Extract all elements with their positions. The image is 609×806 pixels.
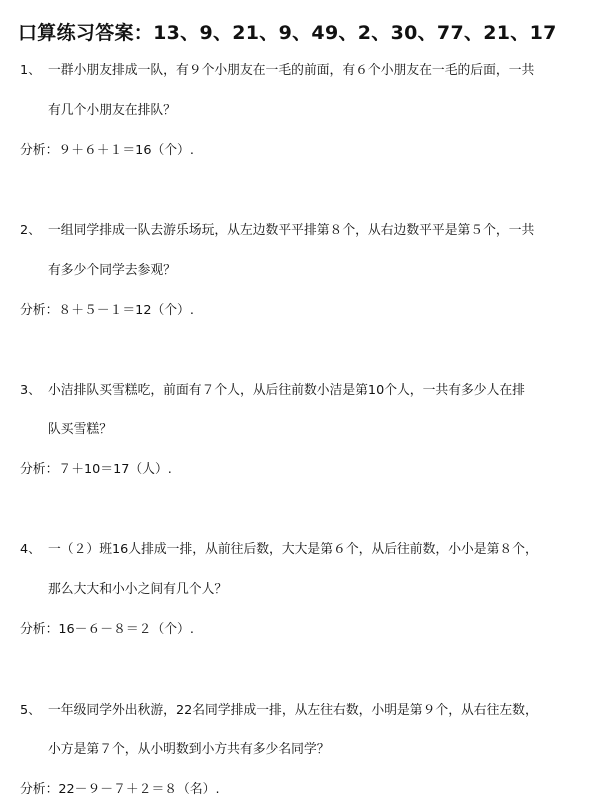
problem-2-number: 2、	[20, 223, 41, 238]
problem-1-number: 1、	[20, 63, 41, 78]
problem-4-line-2: 那么大大和小小之间有几个人？	[48, 582, 228, 597]
problem-1-line-2: 有几个小朋友在排队？	[48, 103, 176, 118]
problem-3-text: 小洁排队买雪糕吃，前面有７个人，从后往前数小洁是第10个人，一共有多少人在排	[48, 383, 525, 398]
problem-4-text: 一（２）班16人排成一排，从前往后数，大大是第６个，从后往前数，小小是第８个，	[48, 542, 538, 557]
problem-5-line-2: 小方是第７个，从小明数到小方共有多少名同学？	[48, 742, 330, 757]
problem-2-line-2: 有多少个同学去参观？	[48, 263, 176, 278]
problem-5-analysis: 分析：22－９－７＋２＝８（名）.	[20, 782, 220, 797]
problem-5-line-1	[20, 702, 538, 720]
problem-2-line-1	[20, 222, 534, 240]
problem-3-line-1	[20, 382, 525, 400]
problem-4-number: 4、	[20, 542, 41, 557]
problem-4-line-1	[20, 541, 538, 559]
problem-5-text: 一年级同学外出秋游，22名同学排成一排，从左往右数，小明是第９个，从右往左数，	[48, 703, 538, 718]
problem-1-analysis: 分析：９＋６＋１＝16（个）.	[20, 143, 194, 158]
problem-2-text: 一组同学排成一队去游乐场玩，从左边数平平排第８个，从右边数平平是第５个，一共	[48, 223, 535, 238]
problem-1-line-1	[20, 62, 534, 80]
problem-2-analysis: 分析：８＋５－１＝12（个）.	[20, 303, 194, 318]
problem-3-line-2: 队买雪糕？	[48, 422, 112, 437]
page-title: 口算练习答案：13、9、21、9、49、2、30、77、21、17	[18, 22, 557, 44]
problem-5-number: 5、	[20, 703, 41, 718]
problem-3-number: 3、	[20, 383, 41, 398]
problem-3-analysis: 分析：７＋10＝17（人）.	[20, 462, 172, 477]
problem-4-analysis: 分析：16－６－８＝２（个）.	[20, 622, 194, 637]
problem-1-text: 一群小朋友排成一队，有９个小朋友在一毛的前面，有６个小朋友在一毛的后面，一共	[48, 63, 535, 78]
